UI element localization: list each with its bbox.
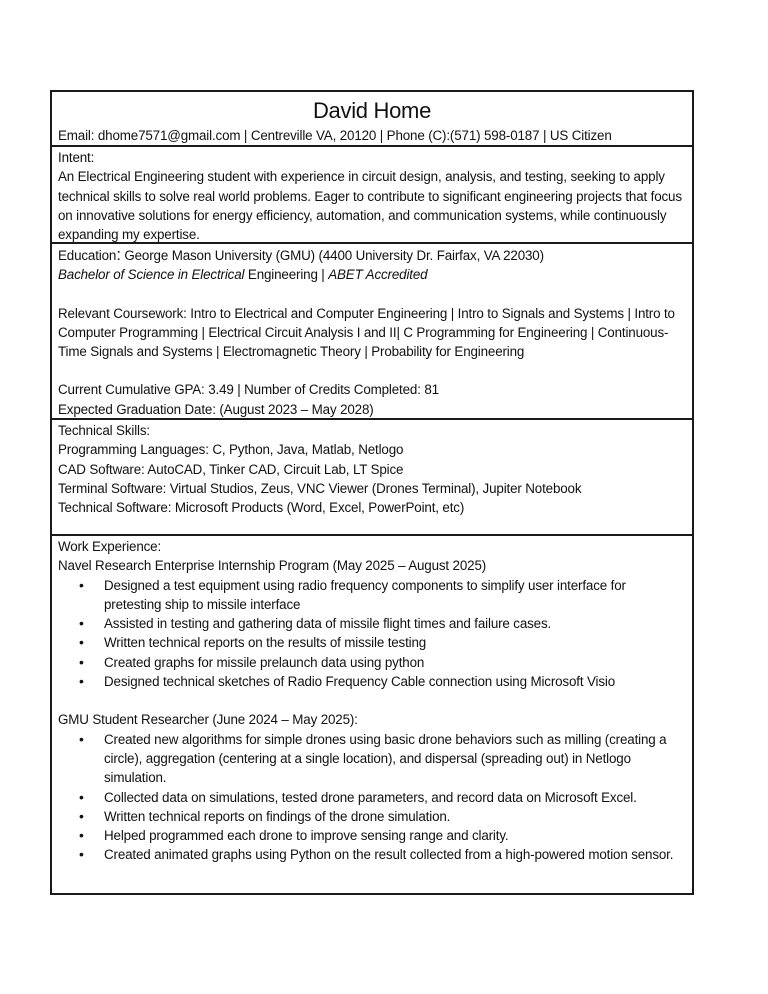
bullet-item: • Written technical reports on findings of the drone simulation. [104,807,686,826]
skill-cad: CAD Software: AutoCAD, Tinker CAD, Circuit Lab, LT Spice [58,461,404,477]
bullet-item: • Collected data on simulations, tested drone parameters, and record data on Microsoft Excel. [104,788,686,807]
graduation-line: Expected Graduation Date: (August 2023 – May 2028) [58,401,374,417]
bullet-item: • Designed technical sketches of Radio Frequency Cable connection using Microsoft Visio [104,672,686,691]
degree-plain: Engineering | [244,267,329,283]
bullet-item: • Helped programmed each drone to improve sensing range and clarity. [104,826,686,845]
work-section [52,534,692,893]
skills-label: Technical Skills: [58,423,150,438]
gpa-line: Current Cumulative GPA: 3.49 | Number of Credits Completed: 81 [58,382,439,398]
coursework: Relevant Coursework: Intro to Electrical and Computer Engineering | Intro to Signals and Systems | Intro to Computer Programming | Electrical Circuit Analysis I and II| C Programming for Engineering | Continuous-Time Signals and Systems | Electromagnetic Theory | Probability for Engineering [58,305,675,360]
job-title: GMU Student Researcher (June 2024 – May 2025): [58,712,358,728]
education-colon: : [116,245,121,264]
work-label: Work Experience: [58,539,162,554]
job-bullets [58,576,686,692]
intent-section [52,145,692,242]
candidate-name: David Home [312,98,432,123]
skills-section [52,418,692,534]
education-school: George Mason University (GMU) (4400 University Dr. Fairfax, VA 22030) [120,248,544,263]
bullet-item: • Designed a test equipment using radio frequency components to simplify user interface for pretesting ship to missile interface [104,576,686,615]
bullet-item: • Written technical reports on the results of missile testing [104,633,686,652]
skill-terminal: Terminal Software: Virtual Studios, Zeus, VNC Viewer (Drones Terminal), Jupiter Notebook [58,480,582,496]
intent-text: An Electrical Engineering student with experience in circuit design, analysis, and testing, seeking to apply technical skills to solve real world problems. Eager to contribute to significant engineering projects that focus on innovative solutions for energy efficiency, automation, and communication systems, while continuously expanding my expertise. [58,169,682,243]
contact-line: Email: dhome7571@gmail.com | Centreville VA, 20120 | Phone (C):(571) 598-0187 | US Citizen [58,128,612,143]
education-section [52,242,692,418]
skill-programming: Programming Languages: C, Python, Java, Matlab, Netlogo [58,442,404,458]
bullet-item: • Created new algorithms for simple drones using basic drone behaviors such as milling (creating a circle), aggregation (centering at a single location), and dispersal (spreading out) in Netlogo simulation. [104,730,686,788]
job-bullets [58,730,686,865]
skill-technical: Technical Software: Microsoft Products (Word, Excel, PowerPoint, etc) [58,500,465,516]
bullet-item: • Assisted in testing and gathering data of missile flight times and failure cases. [104,614,686,633]
education-label: Education [58,248,117,263]
header-section [52,92,692,145]
bullet-item: • Created graphs for missile prelaunch data using python [104,653,686,672]
accreditation: ABET Accredited [328,267,428,283]
intent-label: Intent: [58,150,95,165]
job-title: Navel Research Enterprise Internship Program (May 2025 – August 2025) [58,558,487,574]
resume-table [50,90,694,895]
degree-italic: Bachelor of Science in Electrical [58,267,245,283]
education-school-line [58,245,686,265]
education-degree-line [58,265,686,284]
bullet-item: • Created animated graphs using Python on the result collected from a high-powered motion sensor. [104,845,686,864]
